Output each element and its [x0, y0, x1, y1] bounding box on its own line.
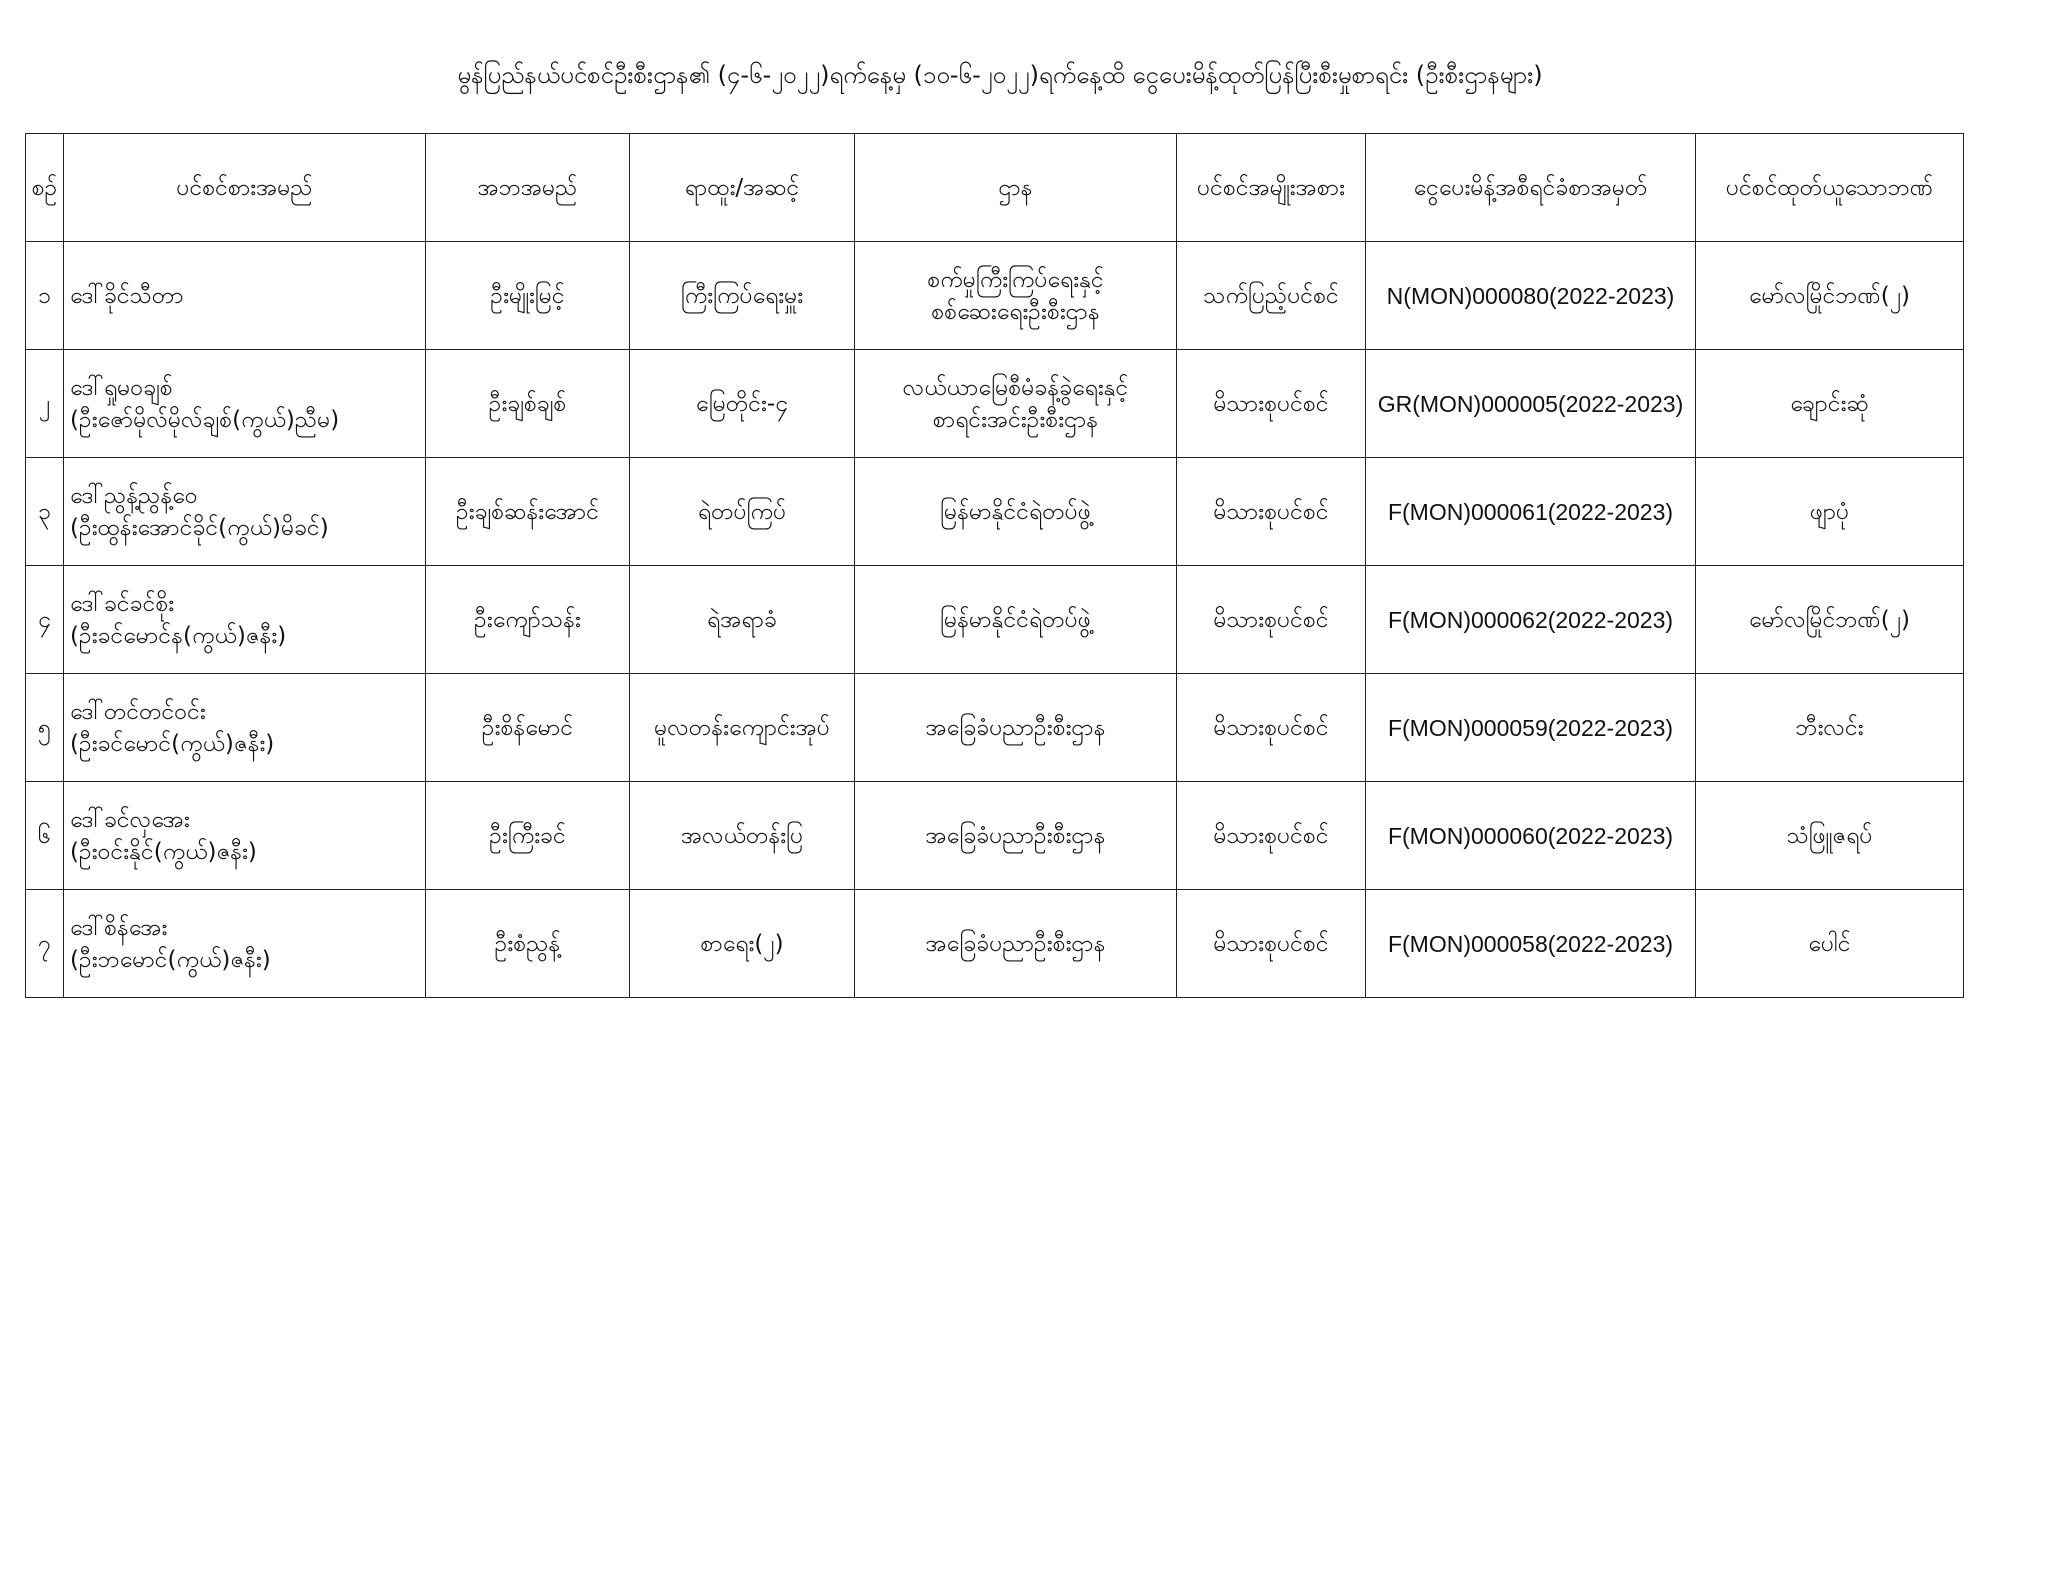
cell-bank: [1696, 566, 1964, 674]
cell-father-name-text: ဦးစိန်မောင်: [481, 714, 574, 741]
cell-department-text: အခြေခံပညာဦးစီးဌာန: [925, 822, 1106, 849]
cell-department-text: စစ်ဆေးရေးဦးစီးဌာန: [931, 298, 1100, 325]
cell-no: [26, 782, 64, 890]
cell-pension-type-text: မိသားစုပင်စင်: [1213, 714, 1329, 741]
cell-pensioner-name: [64, 242, 426, 350]
cell-rank-text: အလယ်တန်းပြ: [680, 822, 804, 849]
cell-department-text: အခြေခံပညာဦးစီးဌာန: [925, 930, 1106, 957]
cell-order-no-text: F(MON)000058(2022-2023): [1387, 930, 1674, 957]
header-no: စဉ်: [26, 134, 64, 242]
table-row: [26, 242, 1964, 350]
cell-pensioner-name-text: ဒေါ်ခိုင်သီတာ: [70, 282, 184, 309]
header-pensioner-name: ပင်စင်စားအမည်: [64, 134, 426, 242]
cell-pensioner-name-text: (ဦးထွန်းအောင်ခိုင်(ကွယ်)မိခင်): [70, 514, 329, 541]
cell-pensioner-name: [64, 566, 426, 674]
cell-no: [26, 566, 64, 674]
cell-rank: [630, 782, 855, 890]
cell-order-no-text: F(MON)000061(2022-2023): [1387, 498, 1674, 525]
cell-pension-type-text: မိသားစုပင်စင်: [1213, 390, 1329, 417]
cell-father-name-text: ဦးမျိုးမြင့်: [490, 282, 565, 309]
cell-department: [855, 242, 1177, 350]
table-row: [26, 782, 1964, 890]
cell-no: [26, 458, 64, 566]
cell-pensioner-name-text: (ဦးခင်မောင်န(ကွယ်)ဇနီး): [70, 622, 287, 649]
cell-department-text: မြန်မာနိုင်ငံရဲတပ်ဖွဲ့: [940, 606, 1091, 633]
cell-father-name: [426, 674, 630, 782]
cell-pension-type-text: မိသားစုပင်စင်: [1213, 930, 1329, 957]
cell-pensioner-name-text: ဒေါ်ခင်လှအေး: [70, 806, 190, 833]
cell-pensioner-name-text: (ဦးဇော်မိုလ်မိုလ်ချစ်(ကွယ်)ညီမ): [70, 406, 340, 433]
cell-no-text: ၄: [38, 606, 51, 633]
cell-pension-type: [1177, 674, 1366, 782]
cell-order-no: [1366, 890, 1696, 998]
cell-order-no-text: GR(MON)000005(2022-2023): [1377, 390, 1684, 417]
cell-department: [855, 890, 1177, 998]
cell-pension-type: [1177, 890, 1366, 998]
cell-father-name-text: ဦးစံညွန့်: [494, 930, 561, 957]
cell-father-name: [426, 350, 630, 458]
table-row: [26, 890, 1964, 998]
cell-pensioner-name: [64, 674, 426, 782]
cell-rank-text: ကြီးကြပ်ရေးမှူး: [680, 282, 804, 309]
cell-order-no: [1366, 782, 1696, 890]
cell-order-no: [1366, 566, 1696, 674]
cell-pensioner-name: [64, 350, 426, 458]
cell-rank: [630, 674, 855, 782]
cell-no: [26, 242, 64, 350]
cell-father-name-text: ဦးချစ်ဆန်းအောင်: [455, 498, 599, 525]
cell-rank-text: ရဲတပ်ကြပ်: [697, 498, 787, 525]
cell-rank-text: ရဲအရာခံ: [707, 606, 777, 633]
cell-order-no: [1366, 458, 1696, 566]
cell-no-text: ၃: [38, 498, 51, 525]
page-title: မွန်ပြည်နယ်ပင်စင်ဦးစီးဌာန၏ (၄-၆-၂၀၂၂)ရက်နေ့မှ (၁၀-၆-၂၀၂၂)ရက်နေ့ထိ ငွေပေးမိန့်ထုတ်ပြန်ပြီးစီးမှုစာရင်း (ဦးစီးဌာနများ): [457, 61, 1543, 89]
cell-rank: [630, 242, 855, 350]
cell-no-text: ၁: [38, 282, 51, 309]
cell-rank: [630, 350, 855, 458]
cell-bank: [1696, 674, 1964, 782]
header-bank: ပင်စင်ထုတ်ယူသောဘဏ်: [1696, 134, 1964, 242]
table-body: [26, 242, 1964, 998]
cell-pensioner-name: [64, 458, 426, 566]
cell-father-name: [426, 242, 630, 350]
header-order-no: ငွေပေးမိန့်အစီရင်ခံစာအမှတ်: [1366, 134, 1696, 242]
cell-pensioner-name: [64, 890, 426, 998]
cell-rank: [630, 566, 855, 674]
cell-department-text: မြန်မာနိုင်ငံရဲတပ်ဖွဲ့: [940, 498, 1091, 525]
cell-pensioner-name-text: ဒေါ်ခင်ခင်စိုး: [70, 590, 175, 617]
pension-table: [25, 133, 1964, 998]
cell-department: [855, 458, 1177, 566]
cell-pension-type-text: မိသားစုပင်စင်: [1213, 498, 1329, 525]
cell-no-text: ၇: [38, 930, 51, 957]
cell-father-name: [426, 782, 630, 890]
cell-bank: [1696, 890, 1964, 998]
cell-bank: [1696, 350, 1964, 458]
cell-department: [855, 566, 1177, 674]
cell-father-name-text: ဦးကျော်သန်း: [474, 606, 581, 633]
table-row: [26, 350, 1964, 458]
cell-rank: [630, 890, 855, 998]
cell-bank-text: မော်လမြိုင်ဘဏ်(၂): [1749, 282, 1910, 309]
table-row: [26, 458, 1964, 566]
cell-bank-text: ချောင်းဆုံ: [1790, 390, 1869, 417]
cell-no: [26, 890, 64, 998]
cell-father-name-text: ဦးကြီးခင်: [489, 822, 566, 849]
cell-department-text: စက်မှုကြီးကြပ်ရေးနှင့်: [927, 266, 1104, 293]
cell-bank-text: ဖျာပုံ: [1809, 498, 1850, 525]
cell-pensioner-name-text: (ဦးခင်မောင်(ကွယ်)ဇနီး): [70, 730, 275, 757]
cell-bank-text: ဘီးလင်း: [1795, 714, 1864, 741]
cell-order-no: [1366, 674, 1696, 782]
cell-order-no-text: F(MON)000060(2022-2023): [1387, 822, 1674, 849]
cell-department: [855, 674, 1177, 782]
cell-pensioner-name-text: (ဦးဝင်းနိုင်(ကွယ်)ဇနီး): [70, 838, 257, 865]
cell-pension-type: [1177, 350, 1366, 458]
cell-pension-type: [1177, 782, 1366, 890]
cell-pensioner-name-text: ဒေါ်ရှုမဝချစ်: [70, 374, 173, 401]
cell-rank-text: မူလတန်းကျောင်းအုပ်: [654, 714, 830, 741]
cell-rank: [630, 458, 855, 566]
cell-pensioner-name-text: ဒေါ်တင်တင်ဝင်း: [70, 698, 206, 725]
cell-department-text: လယ်ယာမြေစီမံခန့်ခွဲရေးနှင့်: [902, 374, 1129, 401]
cell-pensioner-name: [64, 782, 426, 890]
cell-pensioner-name-text: ဒေါ်ညွန့်ညွန့်ဝေ: [70, 482, 198, 509]
cell-bank-text: ပေါင်: [1808, 930, 1851, 957]
header-pension-type: ပင်စင်အမျိုးအစား: [1177, 134, 1366, 242]
table-header-row: [26, 134, 1964, 242]
cell-no: [26, 674, 64, 782]
cell-father-name-text: ဦးချစ်ချစ်: [488, 390, 567, 417]
cell-no: [26, 350, 64, 458]
cell-department: [855, 782, 1177, 890]
cell-department-text: စာရင်းအင်းဦးစီးဌာန: [932, 406, 1099, 433]
cell-pensioner-name-text: ဒေါ်စိန်အေး: [70, 914, 168, 941]
cell-no-text: ၆: [38, 822, 51, 849]
cell-bank-text: သံဖြူဇရပ်: [1786, 822, 1873, 849]
table-row: [26, 674, 1964, 782]
cell-order-no-text: F(MON)000059(2022-2023): [1387, 714, 1674, 741]
cell-pension-type-text: မိသားစုပင်စင်: [1213, 822, 1329, 849]
cell-father-name: [426, 890, 630, 998]
cell-pensioner-name-text: (ဦးဘမောင်(ကွယ်)ဇနီး): [70, 946, 271, 973]
cell-order-no-text: N(MON)000080(2022-2023): [1386, 282, 1675, 309]
cell-pension-type: [1177, 566, 1366, 674]
cell-order-no: [1366, 242, 1696, 350]
header-department: ဌာန: [855, 134, 1177, 242]
cell-bank: [1696, 242, 1964, 350]
cell-rank-text: စာရေး(၂): [700, 930, 784, 957]
cell-bank-text: မော်လမြိုင်ဘဏ်(၂): [1749, 606, 1910, 633]
cell-department: [855, 350, 1177, 458]
cell-order-no: [1366, 350, 1696, 458]
cell-pension-type-text: သက်ပြည့်ပင်စင်: [1203, 282, 1339, 309]
cell-pension-type-text: မိသားစုပင်စင်: [1213, 606, 1329, 633]
cell-father-name: [426, 458, 630, 566]
cell-father-name: [426, 566, 630, 674]
header-rank: ရာထူး/အဆင့်: [630, 134, 855, 242]
cell-bank: [1696, 782, 1964, 890]
cell-order-no-text: F(MON)000062(2022-2023): [1387, 606, 1674, 633]
cell-pension-type: [1177, 458, 1366, 566]
cell-no-text: ၅: [38, 714, 51, 741]
cell-rank-text: မြေတိုင်း-၄: [695, 390, 789, 417]
cell-bank: [1696, 458, 1964, 566]
table-row: [26, 566, 1964, 674]
cell-department-text: အခြေခံပညာဦးစီးဌာန: [925, 714, 1106, 741]
cell-no-text: ၂: [38, 390, 51, 417]
header-father-name: အဘအမည်: [426, 134, 630, 242]
cell-pension-type: [1177, 242, 1366, 350]
